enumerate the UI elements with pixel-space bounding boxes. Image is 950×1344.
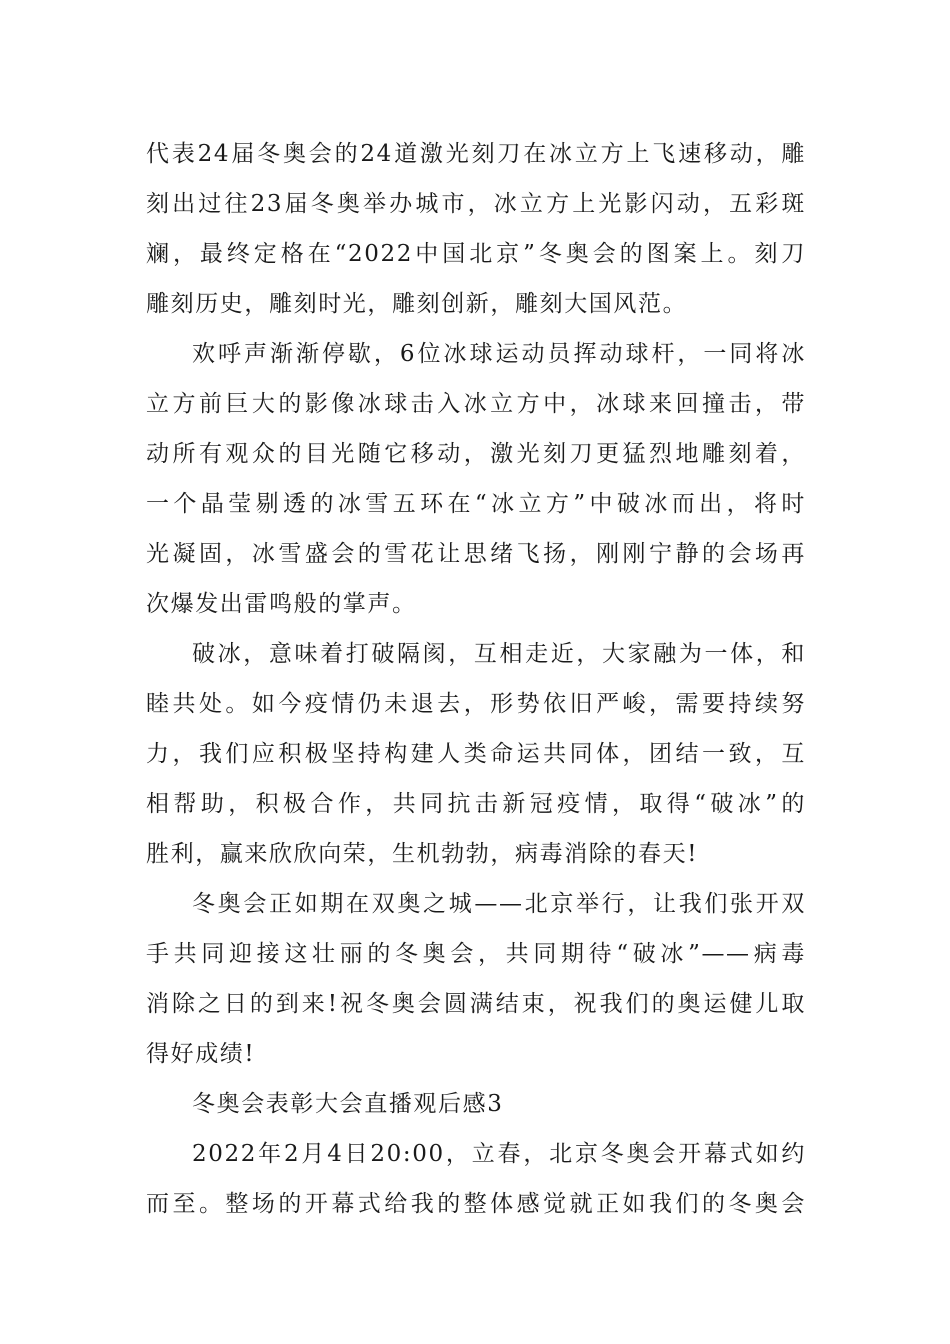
text-line: 斓，最终定格在“2022中国北京”冬奥会的图案上。刻刀	[146, 241, 806, 267]
paragraph-opening-ceremony	[146, 1129, 806, 1229]
text-line: 刻出过往23届冬奥举办城市，冰立方上光影闪动，五彩斑	[146, 191, 806, 217]
text-line: 消除之日的到来!祝冬奥会圆满结束，祝我们的奥运健儿取	[146, 991, 806, 1017]
text-line: 相帮助，积极合作，共同抗击新冠疫情，取得“破冰”的	[146, 791, 806, 817]
text-line: 立方前巨大的影像冰球击入冰立方中，冰球来回撞击，带	[146, 391, 806, 417]
section-heading	[146, 1079, 806, 1129]
paragraph-ice-hockey	[146, 329, 806, 629]
paragraph-olympic-city	[146, 879, 806, 1079]
text-line: 而至。整场的开幕式给我的整体感觉就正如我们的冬奥会	[146, 1191, 806, 1217]
text-line: 手共同迎接这壮丽的冬奥会，共同期待“破冰”——病毒	[146, 941, 806, 967]
paragraph-breaking-ice	[146, 629, 806, 879]
text-line: 冬奥会正如期在双奥之城——北京举行，让我们张开双	[192, 891, 806, 917]
text-line: 睦共处。如今疫情仍未退去，形势依旧严峻，需要持续努	[146, 691, 806, 717]
paragraph-laser-carving	[146, 129, 806, 329]
text-line: 胜利，赢来欣欣向荣，生机勃勃，病毒消除的春天!	[146, 841, 699, 867]
text-line: 2022年2月4日20:00，立春，北京冬奥会开幕式如约	[192, 1141, 806, 1167]
text-line: 次爆发出雷鸣般的掌声。	[146, 591, 417, 617]
text-line: 一个晶莹剔透的冰雪五环在“冰立方”中破冰而出，将时	[146, 491, 806, 517]
text-line: 力，我们应积极坚持构建人类命运共同体，团结一致，互	[146, 741, 806, 767]
text-line: 欢呼声渐渐停歇，6位冰球运动员挥动球杆，一同将冰	[192, 341, 806, 367]
text-line: 光凝固，冰雪盛会的雪花让思绪飞扬，刚刚宁静的会场再	[146, 541, 806, 567]
text-line: 雕刻历史，雕刻时光，雕刻创新，雕刻大国风范。	[146, 291, 688, 317]
heading-text: 冬奥会表彰大会直播观后感3	[192, 1091, 504, 1117]
document-body	[146, 129, 806, 1229]
text-line: 破冰，意味着打破隔阂，互相走近，大家融为一体，和	[192, 641, 806, 667]
text-line: 代表24届冬奥会的24道激光刻刀在冰立方上飞速移动，雕	[146, 141, 806, 167]
text-line: 动所有观众的目光随它移动，激光刻刀更猛烈地雕刻着，	[146, 441, 806, 467]
text-line: 得好成绩!	[146, 1041, 256, 1067]
